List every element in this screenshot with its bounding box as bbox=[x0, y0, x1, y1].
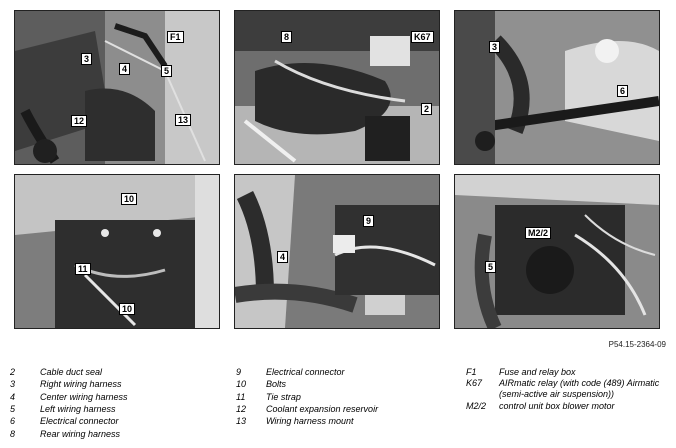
legend-number: M2/2 bbox=[466, 401, 487, 412]
callout-m2-2: M2/2 bbox=[525, 227, 551, 239]
legend-item bbox=[10, 403, 128, 415]
legend-number: 11 bbox=[236, 391, 246, 402]
legend-number: F1 bbox=[466, 367, 477, 378]
photo-engine-bay-left bbox=[14, 10, 220, 165]
legend-number: 12 bbox=[236, 404, 247, 415]
legend-text: Tie strap bbox=[266, 391, 301, 402]
legend-number: 4 bbox=[10, 391, 16, 402]
callout-3: 3 bbox=[489, 41, 500, 53]
legend-text: Wiring harness mount bbox=[266, 416, 354, 427]
legend-item bbox=[236, 366, 378, 378]
legend-column-1 bbox=[10, 366, 128, 440]
callout-10-top: 10 bbox=[121, 193, 137, 205]
callout-4: 4 bbox=[119, 63, 130, 75]
legend-item bbox=[466, 366, 669, 378]
legend-item bbox=[10, 378, 128, 390]
callout-f1: F1 bbox=[167, 31, 184, 43]
legend-item bbox=[10, 366, 128, 378]
photo-footwell-bolts-image bbox=[15, 175, 219, 328]
callout-k67: K67 bbox=[411, 31, 434, 43]
legend-item bbox=[236, 378, 378, 390]
callout-12: 12 bbox=[71, 115, 87, 127]
legend-number: K67 bbox=[466, 378, 483, 389]
callout-13: 13 bbox=[175, 114, 191, 126]
legend-number: 5 bbox=[10, 404, 16, 415]
callout-11: 11 bbox=[75, 263, 91, 275]
photo-relay-area bbox=[234, 10, 440, 165]
legend-text: AIRmatic relay (with code (489) Airmatic (semi-active air suspension)) bbox=[499, 378, 660, 400]
legend-column-2 bbox=[236, 366, 378, 427]
legend-item bbox=[10, 415, 128, 427]
photo-connector-harness-image bbox=[235, 175, 439, 328]
legend-item bbox=[236, 403, 378, 415]
legend-text: Electrical connector bbox=[40, 416, 119, 427]
legend-text: Left wiring harness bbox=[40, 404, 116, 415]
legend-text: Electrical connector bbox=[266, 367, 345, 378]
legend-item bbox=[10, 391, 128, 403]
legend-text: control unit box blower motor bbox=[499, 401, 615, 412]
legend-item bbox=[466, 378, 669, 400]
legend-item bbox=[10, 427, 128, 439]
photo-relay-area-image bbox=[235, 11, 439, 164]
legend-text: Center wiring harness bbox=[40, 391, 128, 402]
callout-5: 5 bbox=[485, 261, 496, 273]
photo-blower-motor bbox=[454, 174, 660, 329]
callout-4: 4 bbox=[277, 251, 288, 263]
callout-3: 3 bbox=[81, 53, 92, 65]
photo-footwell-bolts bbox=[14, 174, 220, 329]
callout-10-bottom: 10 bbox=[119, 303, 135, 315]
photo-blower-motor-image bbox=[455, 175, 659, 328]
legend-item bbox=[236, 391, 378, 403]
callout-9: 9 bbox=[363, 215, 374, 227]
legend-number: 6 bbox=[10, 416, 16, 427]
legend-item bbox=[236, 415, 378, 427]
legend-text: Cable duct seal bbox=[40, 367, 103, 378]
legend-text: Coolant expansion reservoir bbox=[266, 404, 379, 415]
legend-number: 3 bbox=[10, 379, 16, 390]
legend-number: 13 bbox=[236, 416, 247, 427]
figure-reference: P54.15-2364-09 bbox=[608, 340, 666, 349]
legend-item bbox=[466, 400, 669, 412]
callout-8: 8 bbox=[281, 31, 292, 43]
legend-text: Rear wiring harness bbox=[40, 428, 121, 439]
legend-text: Bolts bbox=[266, 379, 287, 390]
callout-6: 6 bbox=[617, 85, 628, 97]
legend-number: 9 bbox=[236, 367, 242, 378]
photo-reservoir-right bbox=[454, 10, 660, 165]
legend-number: 8 bbox=[10, 428, 16, 439]
legend-number: 10 bbox=[236, 379, 247, 390]
legend-text: Fuse and relay box bbox=[499, 367, 576, 378]
legend-text: Right wiring harness bbox=[40, 379, 122, 390]
photo-reservoir-right-image bbox=[455, 11, 659, 164]
callout-2: 2 bbox=[421, 103, 432, 115]
photo-connector-harness bbox=[234, 174, 440, 329]
legend-number: 2 bbox=[10, 367, 16, 378]
legend-column-3 bbox=[466, 366, 669, 413]
callout-5: 5 bbox=[161, 65, 172, 77]
photo-engine-bay-left-image bbox=[15, 11, 219, 164]
